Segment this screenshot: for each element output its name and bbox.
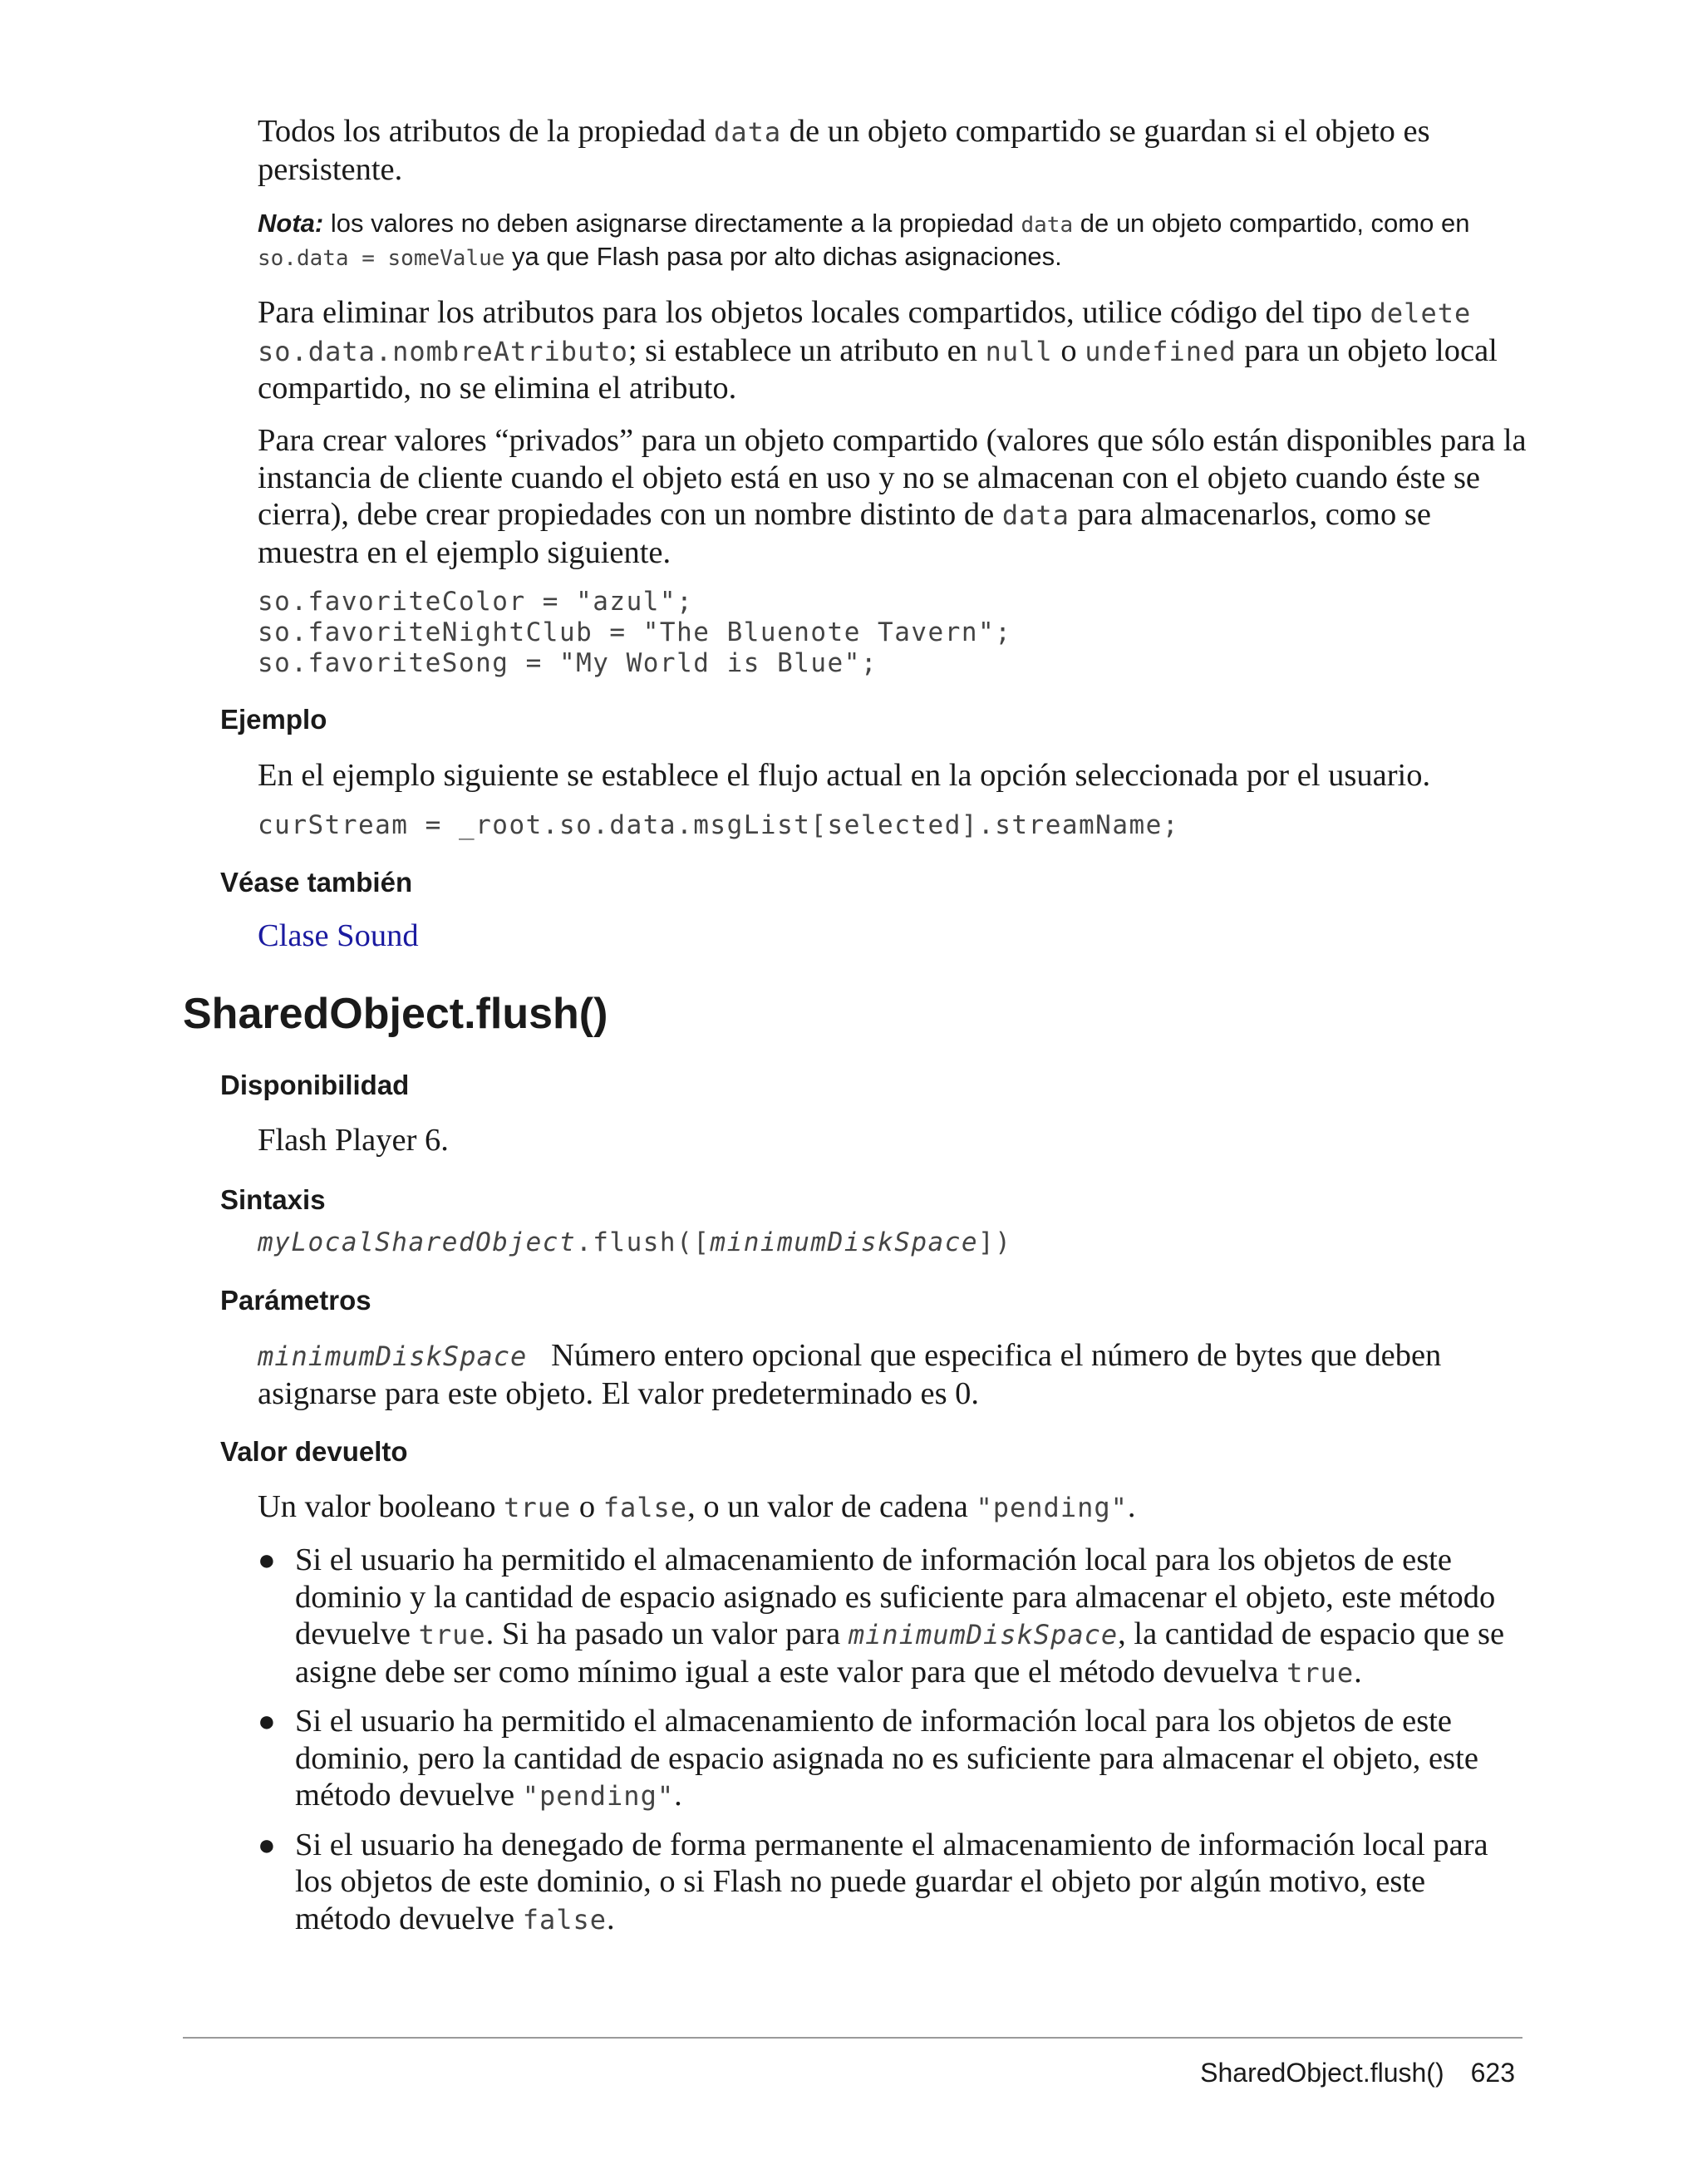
- inline-code: null: [985, 335, 1053, 367]
- footer-divider: [183, 2037, 1522, 2039]
- text: Si el usuario ha permitido el almacenamiento de información local para los objetos de este dominio y la cantidad de espacio asignado es suficiente para almacenar el objeto, este método devuelve: [295, 1542, 1496, 1651]
- inline-code: true: [1286, 1656, 1355, 1689]
- syntax-object: myLocalSharedObject: [258, 1227, 577, 1257]
- text: de un objeto compartido se guardan si el objeto es persistente.: [258, 114, 1430, 187]
- link-clase-sound[interactable]: Clase Sound: [258, 918, 419, 953]
- page-footer: [1200, 2056, 1515, 2089]
- inline-code: delete so.data.nombreAtributo: [258, 298, 1472, 367]
- list-item: [258, 1827, 1529, 1939]
- text: , la cantidad de espacio que se asigne debe ser como mínimo igual a este valor para que el método devuelva: [295, 1616, 1505, 1690]
- inline-code: "pending": [522, 1780, 675, 1812]
- inline-code: data: [714, 116, 782, 148]
- text: para almacenarlos, como se muestra en el ejemplo siguiente.: [258, 497, 1431, 570]
- heading-disponibilidad: Disponibilidad: [220, 1070, 410, 1100]
- bullet-icon: ●: [258, 1827, 276, 1862]
- syntax-close: ]): [978, 1227, 1012, 1257]
- inline-code: false: [522, 1903, 608, 1936]
- bullet-icon: ●: [258, 1543, 276, 1577]
- heading-vease-tambien: Véase también: [220, 867, 413, 898]
- paragraph-ejemplo: En el ejemplo siguiente se establece el flujo actual en la opción seleccionada por el usuario.: [258, 758, 1431, 793]
- inline-code: so.data = someValue: [258, 246, 505, 271]
- text: los valores no deben asignarse directamente a la propiedad: [323, 209, 1021, 238]
- code-example-private-properties: so.favoriteColor = "azul"; so.favoriteNightClub = "The Bluenote Tavern"; so.favoriteSong = "My World is Blue";: [258, 587, 1012, 678]
- syntax-signature: [258, 1227, 1529, 1258]
- section-title: SharedObject.flush(): [183, 990, 608, 1038]
- syntax-param: minimumDiskSpace: [710, 1227, 979, 1257]
- list-item: [258, 1542, 1529, 1691]
- return-value-list: [258, 1542, 1529, 1950]
- text: ; si establece un atributo en: [627, 332, 986, 368]
- text: Todos los atributos de la propiedad: [258, 114, 715, 149]
- footer-title: SharedObject.flush(): [1200, 2058, 1444, 2088]
- inline-code: undefined: [1085, 335, 1237, 367]
- bullet-icon: ●: [258, 1704, 276, 1738]
- text: .: [607, 1901, 615, 1936]
- param-name: minimumDiskSpace: [258, 1340, 528, 1372]
- heading-valor-devuelto: Valor devuelto: [220, 1436, 408, 1467]
- note: [258, 208, 1529, 274]
- heading-ejemplo: Ejemplo: [220, 704, 327, 735]
- text: .: [1127, 1489, 1136, 1524]
- heading-sintaxis: Sintaxis: [220, 1184, 326, 1215]
- inline-code: data: [1001, 499, 1070, 531]
- text: Un valor booleano: [258, 1489, 504, 1524]
- code-example-curstream: curStream = _root.so.data.msgList[selected].streamName;: [258, 810, 1179, 840]
- inline-code: false: [603, 1492, 688, 1523]
- inline-code: true: [504, 1492, 572, 1523]
- paragraph-private-values: [258, 422, 1529, 571]
- syntax-method: .flush([: [576, 1227, 711, 1257]
- inline-code: true: [418, 1619, 486, 1650]
- inline-code: data: [1021, 213, 1074, 238]
- list-item: [258, 1703, 1529, 1815]
- text: .: [1354, 1654, 1362, 1690]
- paragraph-delete-attributes: [258, 294, 1529, 407]
- text: .: [674, 1778, 682, 1813]
- see-also: [258, 917, 1529, 955]
- text: Para crear valores “privados” para un objeto compartido (valores que sólo están disponibles para la instancia de cliente cuando el objeto está en uso y no se almacenan con el objeto cuando éste se cierra), debe crear propiedades con un nombre distinto de: [258, 423, 1527, 532]
- paragraph-data-attributes: [258, 113, 1529, 188]
- inline-code: "pending": [976, 1492, 1128, 1523]
- page-number: 623: [1470, 2058, 1515, 2088]
- paragraph-disponibilidad: Flash Player 6.: [258, 1123, 449, 1158]
- text: o: [571, 1489, 603, 1524]
- text: . Si ha pasado un valor para: [485, 1616, 849, 1651]
- text: , o un valor de cadena: [687, 1489, 976, 1524]
- text: para un objeto local compartido, no se elimina el atributo.: [258, 332, 1498, 406]
- text: Si el usuario ha denegado de forma permanente el almacenamiento de información local para los objetos de este dominio, o si Flash no puede guardar el objeto por algún motivo, este método devuelve: [295, 1827, 1488, 1936]
- heading-parametros: Parámetros: [220, 1285, 371, 1316]
- text: de un objeto compartido, como en: [1073, 209, 1470, 238]
- inline-code: minimumDiskSpace: [848, 1619, 1119, 1650]
- text: ya que Flash pasa por alto dichas asignaciones.: [504, 242, 1062, 271]
- text: Si el usuario ha permitido el almacenamiento de información local para los objetos de este dominio, pero la cantidad de espacio asignada no es suficiente para almacenar el objeto, este método devuelve: [295, 1704, 1478, 1813]
- text: o: [1052, 332, 1085, 368]
- note-label: Nota:: [258, 209, 324, 238]
- text: Para eliminar los atributos para los objetos locales compartidos, utilice código del tipo: [258, 295, 1370, 330]
- paragraph-parametros: [258, 1337, 1529, 1412]
- paragraph-valor-devuelto: [258, 1488, 1529, 1527]
- text: Número entero opcional que especifica el número de bytes que deben asignarse para este objeto. El valor predeterminado es 0.: [258, 1338, 1442, 1411]
